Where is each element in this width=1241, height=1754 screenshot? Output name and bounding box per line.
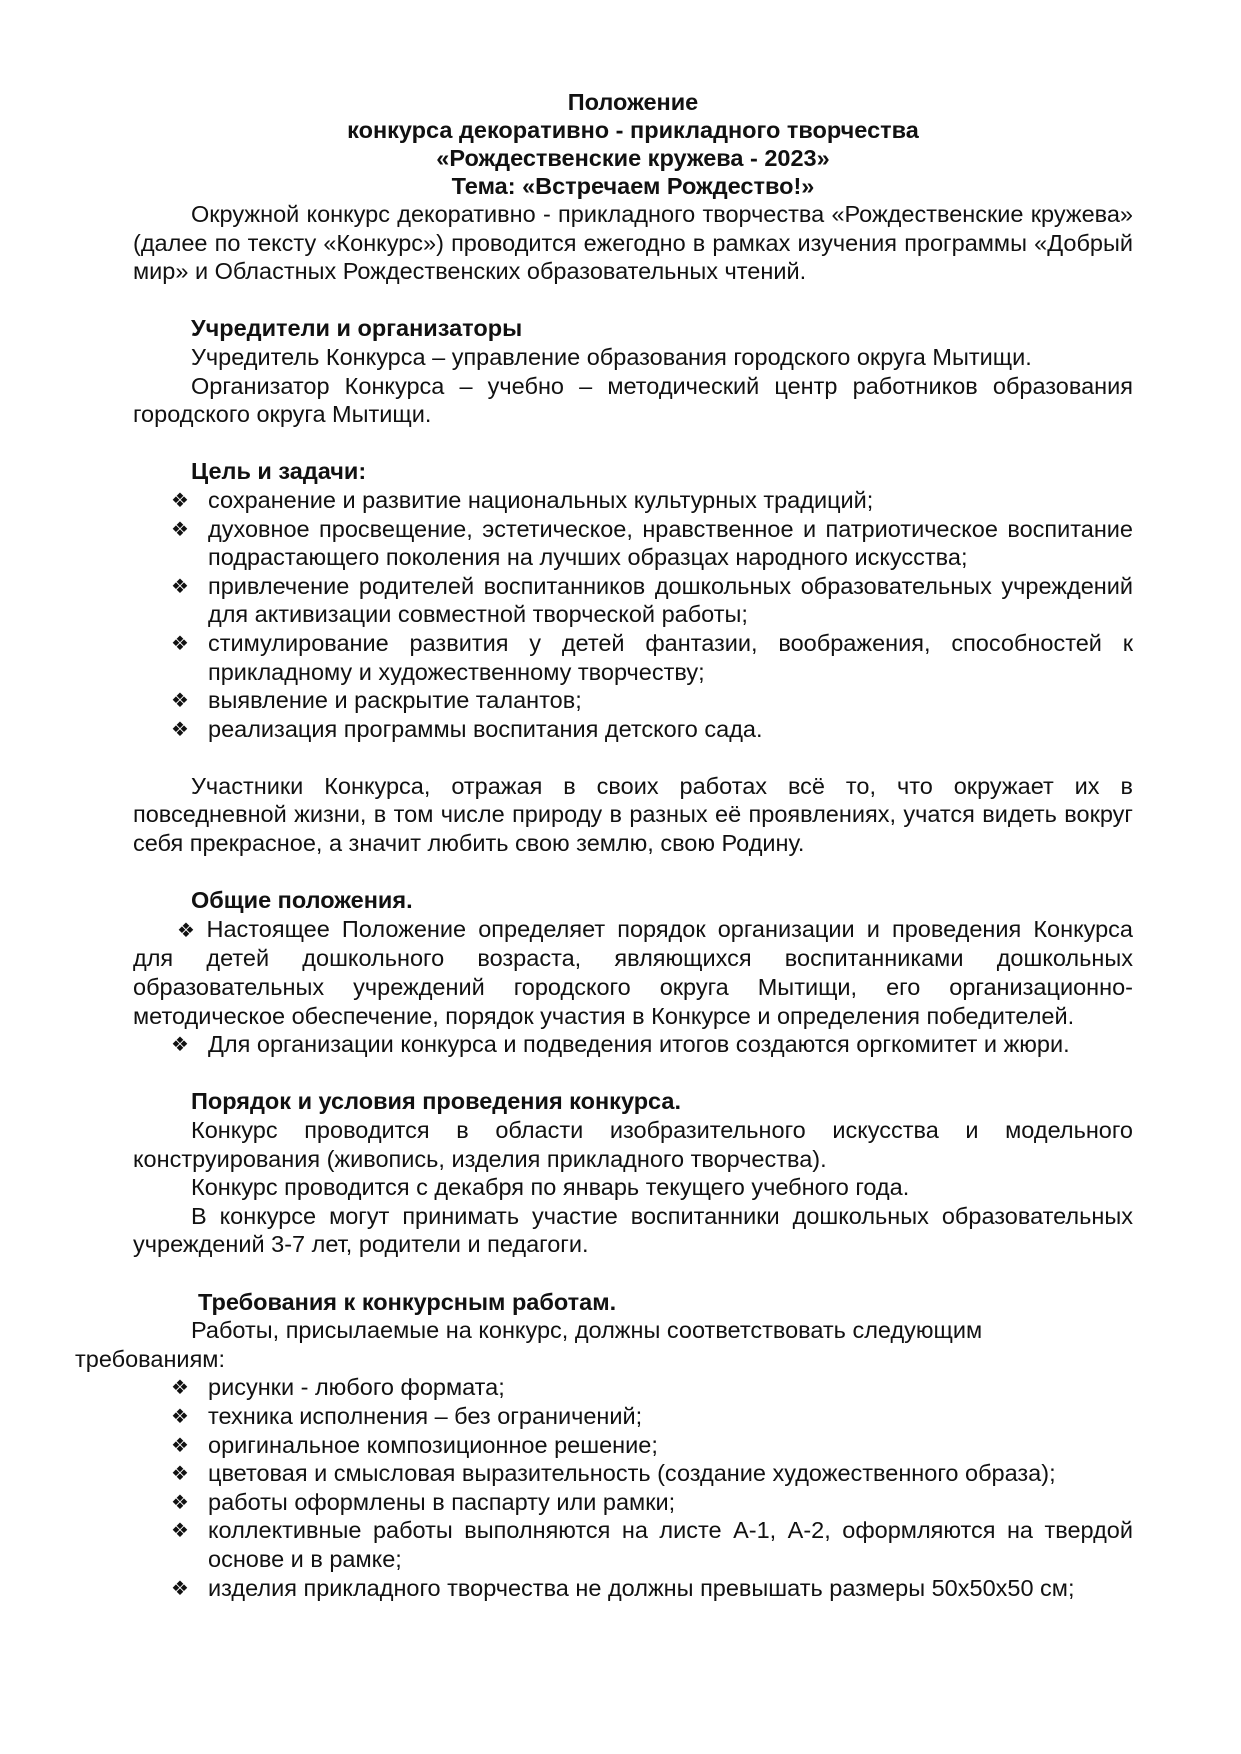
list-item: ❖ рисунки - любого формата; [171, 1374, 505, 1401]
intro-paragraph: Окружной конкурс декоративно - прикладного творчества «Рождественские кружева» (далее по тексту «Конкурс») проводится ежегодно в рамках изучения программы «Добрый мир» и Областных Рождественских образовательных чтений. [133, 201, 1133, 285]
requirements-heading: Требования к конкурсным работам. [198, 1288, 617, 1315]
goals-heading: Цель и задачи: [191, 458, 367, 485]
bullet-icon: ❖ [171, 716, 189, 741]
list-item: ❖ выявление и раскрытие талантов; [171, 687, 582, 714]
list-item: ❖ Для организации конкурса и подведения итогов создаются оргкомитет и жюри. [171, 1031, 1070, 1058]
list-item: ❖ техника исполнения – без ограничений; [171, 1402, 643, 1429]
requirements-intro: Работы, присылаемые на конкурс, должны соответствовать следующим требованиям: [75, 1317, 983, 1372]
bullet-icon: ❖ [171, 1403, 189, 1428]
title-line-2: конкурса декоративно - прикладного творчества [347, 117, 919, 143]
list-item: ❖ цветовая и смысловая выразительность (создание художественного образа); [171, 1460, 1056, 1487]
bullet-icon: ❖ [171, 1518, 189, 1543]
founders-paragraph-2: Организатор Конкурса – учебно – методический центр работников образования городского округа Мытищи. [133, 372, 1133, 428]
list-item: ❖ изделия прикладного творчества не должны превышать размеры 50х50х50 см; [171, 1574, 1075, 1601]
document-page [75, 88, 1133, 1602]
general-heading: Общие положения. [191, 887, 413, 914]
title-line-3: «Рождественские кружева - 2023» [436, 145, 830, 171]
general-paragraph-1: ❖ Настоящее Положение определяет порядок организации и проведения Конкурса для детей дошкольного возраста, являющихся воспитанниками дошкольных образовательных учреждений городского округа Мытищи, его организационно-методическое обеспечение, порядок участия в Конкурсе и определения победителей. [133, 915, 1133, 1029]
general-list [133, 1030, 1133, 1059]
bullet-icon: ❖ [171, 487, 189, 512]
bullet-icon: ❖ [171, 573, 189, 598]
bullet-icon: ❖ [171, 1032, 189, 1057]
procedure-paragraph-1: Конкурс проводится в области изобразительного искусства и модельного конструирования (живопись, изделия прикладного творчества). [133, 1117, 1133, 1172]
document-title [133, 88, 1133, 200]
bullet-icon: ❖ [171, 1575, 189, 1600]
list-item: ❖ духовное просвещение, эстетическое, нравственное и патриотическое воспитание подрастающего поколения на лучших образцах народного искусства; [171, 515, 1133, 571]
bullet-icon: ❖ [171, 1432, 189, 1457]
list-item: ❖ коллективные работы выполняются на листе А-1, А-2, оформляются на твердой основе и в рамке; [171, 1517, 1133, 1572]
title-line-4: Тема: «Встречаем Рождество!» [451, 173, 815, 199]
bullet-icon: ❖ [171, 1489, 189, 1514]
list-item: ❖ стимулирование развития у детей фантазии, воображения, способностей к прикладному и художественному творчеству; [171, 629, 1133, 685]
list-item: ❖ работы оформлены в паспарту или рамки; [171, 1488, 676, 1515]
bullet-icon: ❖ [171, 688, 189, 713]
requirements-list [133, 1373, 1133, 1602]
participants-paragraph: Участники Конкурса, отражая в своих работах всё то, что окружает их в повседневной жизни, в том числе природу в разных её проявлениях, учатся видеть вокруг себя прекрасное, а значит любить свою землю, свою Родину. [133, 772, 1133, 857]
bullet-icon: ❖ [171, 630, 189, 655]
title-line-1: Положение [567, 89, 699, 115]
bullet-icon: ❖ [171, 1461, 189, 1486]
bullet-icon: ❖ [171, 516, 189, 541]
bullet-icon: ❖ [177, 917, 201, 942]
list-item: ❖ оригинальное композиционное решение; [171, 1431, 658, 1458]
procedure-paragraph-2: Конкурс проводится с декабря по январь текущего учебного года. [191, 1174, 910, 1201]
goals-list [133, 486, 1133, 743]
founders-heading: Учредители и организаторы [191, 315, 523, 342]
list-item: ❖ реализация программы воспитания детского сада. [171, 715, 763, 742]
procedure-paragraph-3: В конкурсе могут принимать участие воспитанники дошкольных образовательных учреждений 3-7 лет, родители и педагоги. [133, 1202, 1133, 1258]
procedure-heading: Порядок и условия проведения конкурса. [191, 1088, 682, 1115]
bullet-icon: ❖ [171, 1375, 189, 1400]
list-item: ❖ привлечение родителей воспитанников дошкольных образовательных учреждений для активизации совместной творческой работы; [171, 572, 1133, 628]
list-item: ❖ сохранение и развитие национальных культурных традиций; [171, 486, 874, 513]
founders-paragraph-1: Учредитель Конкурса – управление образования городского округа Мытищи. [191, 343, 1032, 370]
